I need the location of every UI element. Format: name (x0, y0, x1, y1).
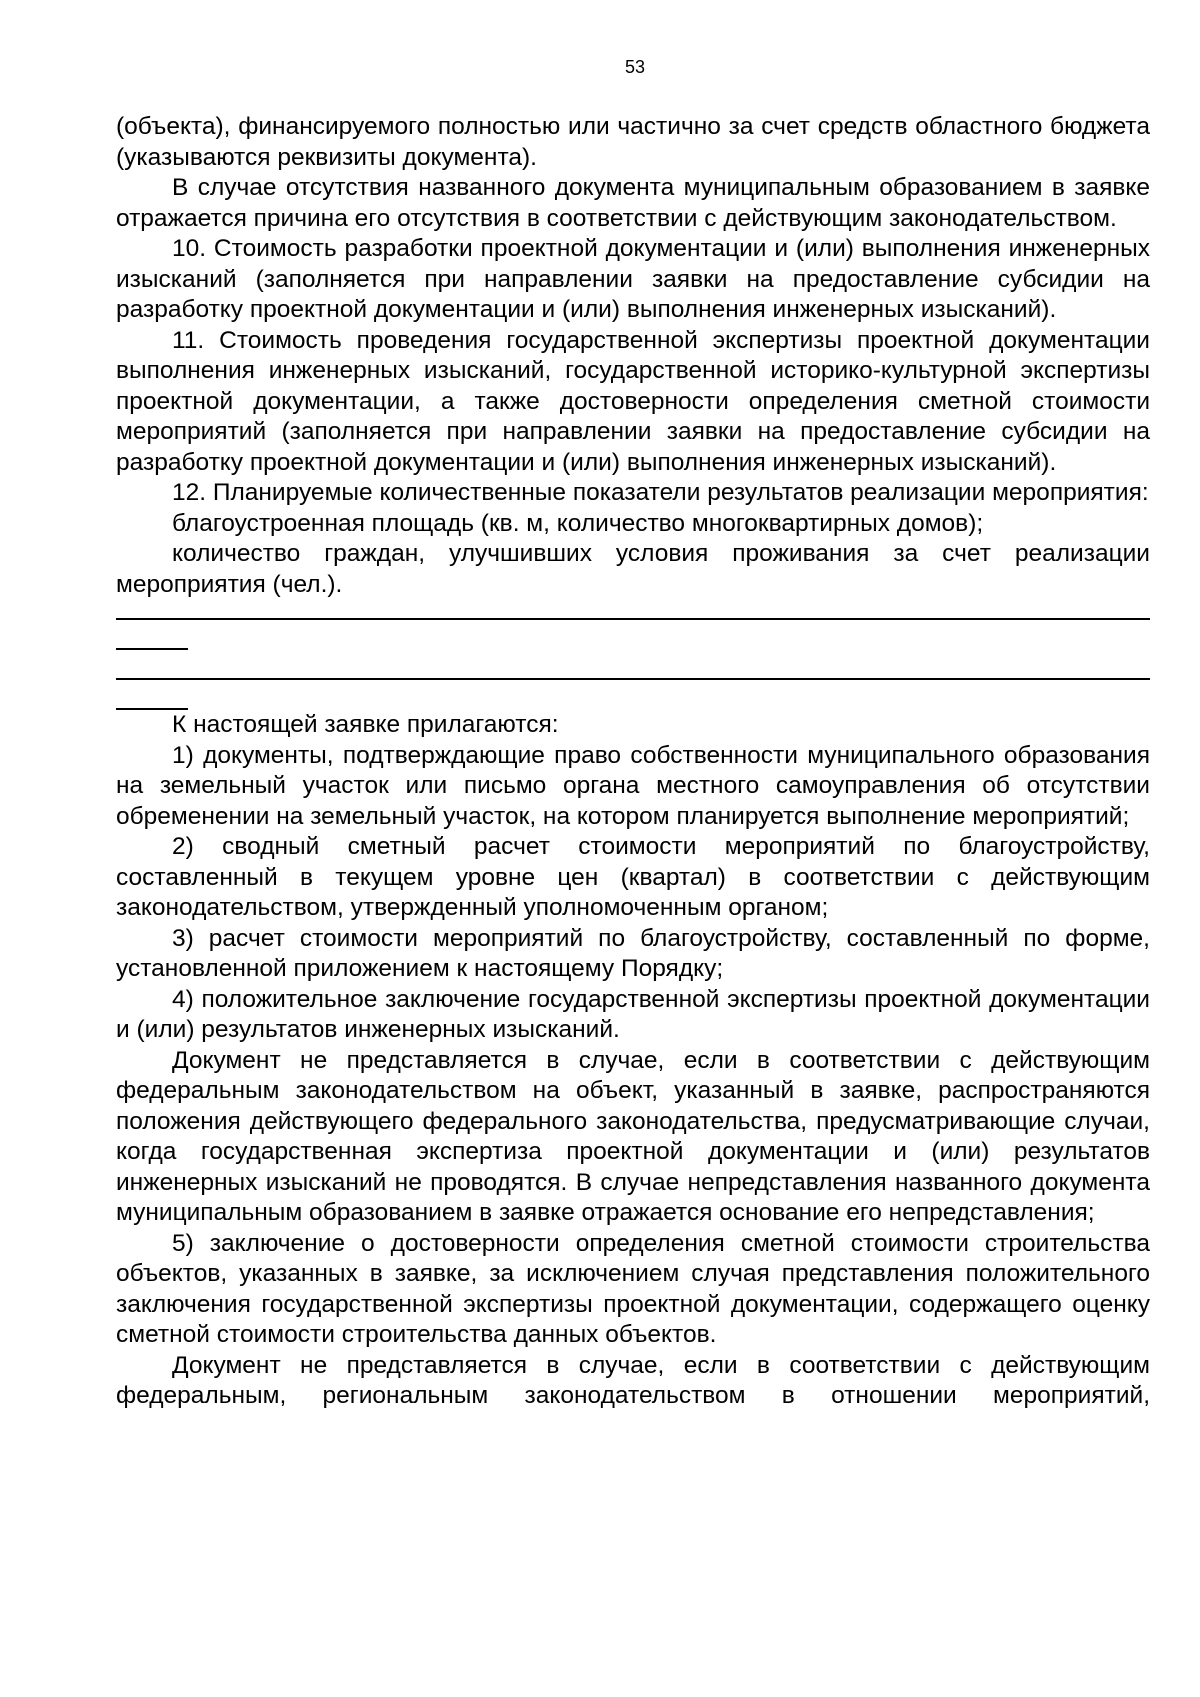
paragraph: количество граждан, улучшивших условия проживания за счет реализации мероприятия (чел.). (116, 540, 1150, 598)
paragraph: Документ не представляется в случае, если в соответствии с действующим федеральным, региональным законодательством в отношении мероприятий, (116, 1351, 1150, 1409)
paragraph: В случае отсутствия названного документа муниципальным образованием в заявке отражается причина его отсутствия в соответствии с действующим законодательством. (116, 174, 1150, 232)
attachment-item-3: 3) расчет стоимости мероприятий по благоустройству, составленный по форме, установленной приложением к настоящему Порядку; (116, 924, 1150, 982)
paragraph-item-11: 11. Стоимость проведения государственной экспертизы проектной документации выполнения инженерных изысканий, государственной историко-культурной экспертизы проектной документации, а также достоверности определения сметной стоимости мероприятий (заполняется при направлении заявки на предоставление субсидии на разработку проектной документации и (или) выполнения инженерных изысканий). (116, 326, 1150, 476)
document-body (116, 112, 1150, 1412)
paragraph: благоустроенная площадь (кв. м, количество многоквартирных домов); (172, 509, 984, 537)
paragraph-item-12: 12. Планируемые количественные показатели результатов реализации мероприятия: (172, 479, 1149, 506)
attachment-item-5: 5) заключение о достоверности определения сметной стоимости строительства объектов, указанных в заявке, за исключением случая представления положительного заключения государственной экспертизы проектной документации, содержащего оценку сметной стоимости строительства данных объектов. (116, 1229, 1150, 1348)
page-number: 53 (624, 57, 646, 77)
attachment-item-2: 2) сводный сметный расчет стоимости мероприятий по благоустройству, составленный в текущем уровне цен (квартал) в соответствии с действующим законодательством, утвержденный уполномоченным органом; (116, 833, 1150, 921)
attachment-item-4: 4) положительное заключение государственной экспертизы проектной документации и (или) результатов инженерных изысканий. (116, 985, 1150, 1043)
paragraph: (объекта), финансируемого полностью или частично за счет средств областного бюджета (указываются реквизиты документа). (116, 113, 1150, 171)
paragraph-item-10: 10. Стоимость разработки проектной документации и (или) выполнения инженерных изысканий (заполняется при направлении заявки на предоставление субсидии на разработку проектной документации и (или) выполнения инженерных изысканий). (116, 235, 1150, 323)
attachments-heading: К настоящей заявке прилагаются: (172, 711, 559, 738)
attachment-item-1: 1) документы, подтверждающие право собственности муниципального образования на земельный участок или письмо органа местного самоуправления об отсутствии обременении на земельный участок, на котором планируется выполнение мероприятий; (116, 741, 1150, 830)
paragraph: Документ не представляется в случае, если в соответствии с действующим федеральным законодательством на объект, указанный в заявке, распространяются положения действующего федерального законодательства, предусматривающие случаи, когда государственная экспертиза проектной документации и (или) результатов инженерных изысканий не проводятся. В случае непредставления названного документа муниципальным образованием в заявке отражается основание его непредставления; (116, 1046, 1150, 1226)
